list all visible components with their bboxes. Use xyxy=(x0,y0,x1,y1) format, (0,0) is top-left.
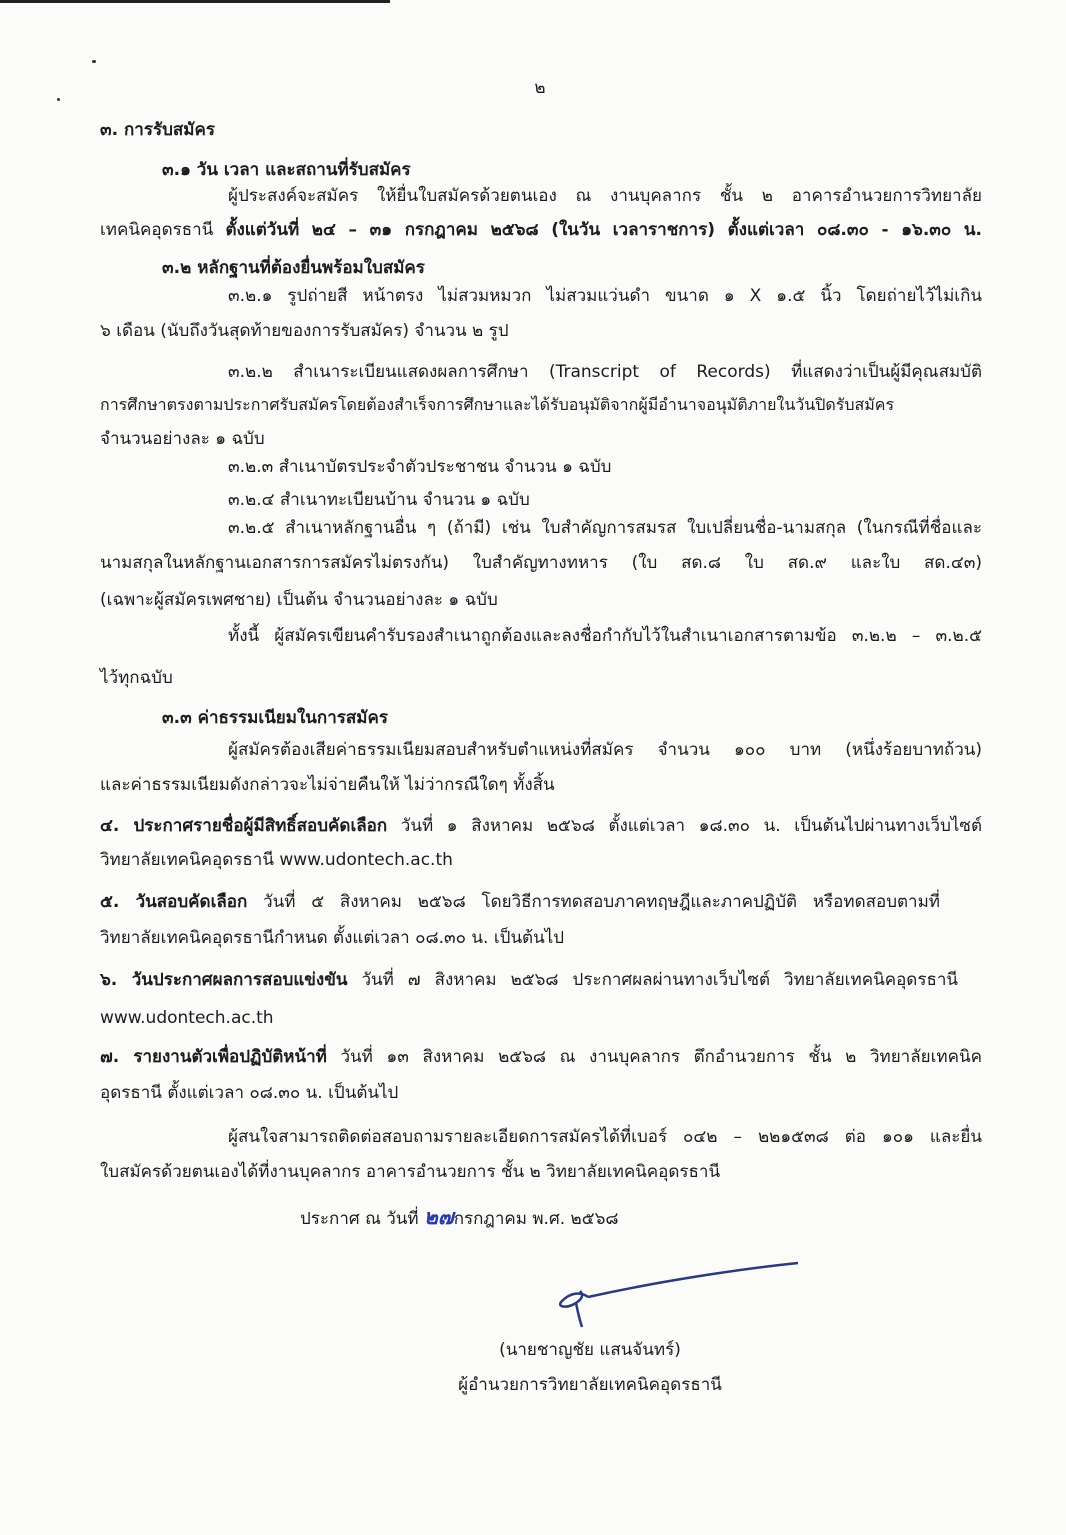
section-4-line xyxy=(100,814,982,840)
paragraph-line xyxy=(100,218,982,244)
section-5-heading: ๕. วันสอบคัดเลือก xyxy=(100,892,248,912)
scan-speck xyxy=(92,60,96,63)
text: วันที่ ๑๓ สิงหาคม ๒๕๖๘ ณ งานบุคลากร ตึกอำนวยการ ชั้น ๒ วิทยาลัยเทคนิค xyxy=(326,1047,982,1067)
paragraph-line: อุดรธานี ตั้งแต่เวลา ๐๘.๓๐ น. เป็นต้นไป xyxy=(100,1083,399,1103)
text: ประกาศ ณ วันที่ xyxy=(300,1209,425,1229)
paragraph-line: (เฉพาะผู้สมัครเพศชาย) เป็นต้น จำนวนอย่างละ ๑ ฉบับ xyxy=(100,590,498,610)
announcement-date xyxy=(300,1205,619,1231)
page-number: ๒ xyxy=(534,78,546,98)
paragraph-line: ๓.๒.๕ สำเนาหลักฐานอื่น ๆ (ถ้ามี) เช่น ใบสำคัญการสมรส ใบเปลี่ยนชื่อ-นามสกุล (ในกรณีที่ชื่อและ xyxy=(228,518,982,538)
paragraph-line: ๓.๒.๔ สำเนาทะเบียนบ้าน จำนวน ๑ ฉบับ xyxy=(228,490,530,510)
application-period: ตั้งแต่วันที่ ๒๔ – ๓๑ กรกฎาคม ๒๕๖๘ (ในวัน เวลาราชการ) ตั้งแต่เวลา ๐๘.๓๐ - ๑๖.๓๐ น. xyxy=(225,220,982,240)
section-4-heading: ๔. ประกาศรายชื่อผู้มีสิทธิ์สอบคัดเลือก xyxy=(100,816,388,836)
paragraph-line: การศึกษาตรงตามประกาศรับสมัครโดยต้องสำเร็จการศึกษาและได้รับอนุมัติจากผู้มีอำนาจอนุมัติภายในวันปิดรับสมัคร xyxy=(100,395,895,414)
contact-line: ผู้สนใจสามารถติดต่อสอบถามรายละเอียดการสมัครได้ที่เบอร์ ๐๔๒ – ๒๒๑๕๓๘ ต่อ ๑๐๑ และยื่น xyxy=(228,1127,982,1147)
paragraph-line: ใบสมัครด้วยตนเองได้ที่งานบุคลากร อาคารอำนวยการ ชั้น ๒ วิทยาลัยเทคนิคอุดรธานี xyxy=(100,1162,721,1182)
paragraph-line: ๓.๒.๒ สำเนาระเบียนแสดงผลการศึกษา (Transcript of Records) ที่แสดงว่าเป็นผู้มีคุณสมบัติ xyxy=(228,362,982,382)
paragraph-line: ผู้สมัครต้องเสียค่าธรรมเนียมสอบสำหรับตำแหน่งที่สมัคร จำนวน ๑๐๐ บาท (หนึ่งร้อยบาทถ้วน) xyxy=(228,740,982,760)
section-3-2-heading: ๓.๒ หลักฐานที่ต้องยื่นพร้อมใบสมัคร xyxy=(162,258,425,278)
text: กรกฎาคม พ.ศ. ๒๕๖๘ xyxy=(453,1209,619,1229)
paragraph-line: วิทยาลัยเทคนิคอุดรธานี www.udontech.ac.th xyxy=(100,850,453,870)
section-7-line xyxy=(100,1045,982,1071)
paragraph-line: ๓.๒.๓ สำเนาบัตรประจำตัวประชาชน จำนวน ๑ ฉบับ xyxy=(228,457,612,477)
section-6-heading: ๖. วันประกาศผลการสอบแข่งขัน xyxy=(100,970,348,990)
paragraph-line: วิทยาลัยเทคนิคอุดรธานีกำหนด ตั้งแต่เวลา ๐๘.๓๐ น. เป็นต้นไป xyxy=(100,928,565,948)
signatory-name: (นายชาญชัย แสนจันทร์) xyxy=(499,1340,681,1360)
signatory-title: ผู้อำนวยการวิทยาลัยเทคนิคอุดรธานี xyxy=(458,1375,722,1395)
text: วันที่ ๗ สิงหาคม ๒๕๖๘ ประกาศผลผ่านทางเว็บไซต์ วิทยาลัยเทคนิคอุดรธานี xyxy=(347,970,958,990)
paragraph-line: จำนวนอย่างละ ๑ ฉบับ xyxy=(100,429,265,449)
paragraph-line: ๖ เดือน (นับถึงวันสุดท้ายของการรับสมัคร) จำนวน ๒ รูป xyxy=(100,321,509,341)
section-5-line xyxy=(100,890,940,916)
section-3-3-heading: ๓.๓ ค่าธรรมเนียมในการสมัคร xyxy=(162,708,388,728)
scan-edge-mark xyxy=(0,0,390,3)
handwritten-day: ๒๗ xyxy=(424,1205,454,1229)
paragraph-line: นามสกุลในหลักฐานเอกสารการสมัครไม่ตรงกัน) ใบสำคัญทางทหาร (ใบ สด.๘ ใบ สด.๙ และใบ สด.๔๓) xyxy=(100,553,982,573)
section-3-heading: ๓. การรับสมัคร xyxy=(100,120,215,140)
scan-speck xyxy=(57,98,60,101)
text: วันที่ ๑ สิงหาคม ๒๕๖๘ ตั้งแต่เวลา ๑๘.๓๐ น. เป็นต้นไปผ่านทางเว็บไซต์ xyxy=(387,816,982,836)
text: วันที่ ๕ สิงหาคม ๒๕๖๘ โดยวิธีการทดสอบภาคทฤษฎีและภาคปฏิบัติ หรือทดสอบตามที่ xyxy=(247,892,941,912)
paragraph-line: ไว้ทุกฉบับ xyxy=(100,668,173,688)
text: เทคนิคอุดรธานี xyxy=(100,220,226,240)
signature-icon xyxy=(540,1255,810,1335)
paragraph-line: ผู้ประสงค์จะสมัคร ให้ยื่นใบสมัครด้วยตนเอง ณ งานบุคลากร ชั้น ๒ อาคารอำนวยการวิทยาลัย xyxy=(228,186,982,206)
paragraph-line: และค่าธรรมเนียมดังกล่าวจะไม่จ่ายคืนให้ ไม่ว่ากรณีใดๆ ทั้งสิ้น xyxy=(100,775,555,795)
paragraph-line: www.udontech.ac.th xyxy=(100,1008,274,1028)
paragraph-line: ทั้งนี้ ผู้สมัครเขียนคำรับรองสำเนาถูกต้องและลงชื่อกำกับไว้ในสำเนาเอกสารตามข้อ ๓.๒.๒ – ๓.๒.๕ xyxy=(228,626,982,646)
paragraph-line: ๓.๒.๑ รูปถ่ายสี หน้าตรง ไม่สวมหมวก ไม่สวมแว่นดำ ขนาด ๑ X ๑.๕ นิ้ว โดยถ่ายไว้ไม่เกิน xyxy=(228,286,982,306)
section-7-heading: ๗. รายงานตัวเพื่อปฏิบัติหน้าที่ xyxy=(100,1047,327,1067)
section-3-1-heading: ๓.๑ วัน เวลา และสถานที่รับสมัคร xyxy=(162,160,411,180)
section-6-line xyxy=(100,968,958,994)
